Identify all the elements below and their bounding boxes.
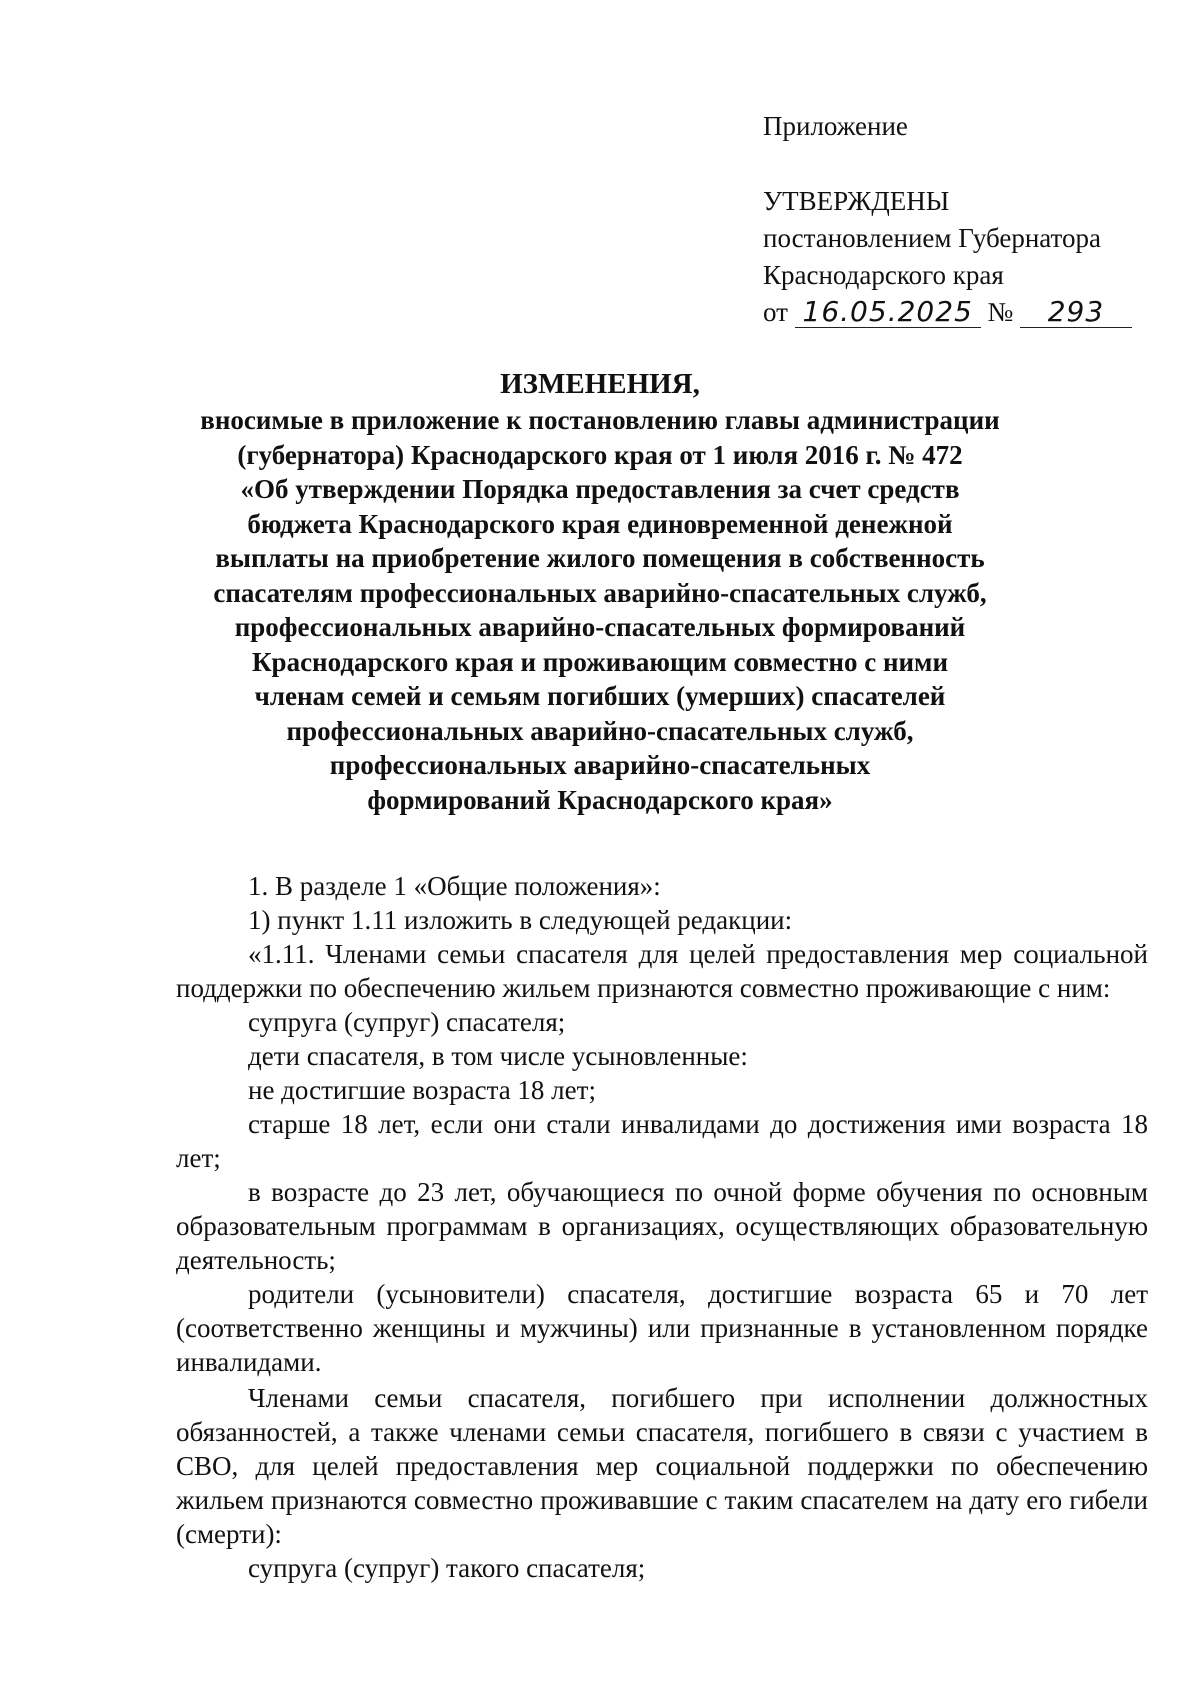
title-heading: ИЗМЕНЕНИЯ, [500, 368, 700, 400]
body-paragraph: 1) пункт 1.11 изложить в следующей редакции: [248, 905, 793, 935]
document-body [176, 869, 1148, 1585]
document-title [200, 367, 1000, 817]
handwritten-date: 16.05.2025 [795, 297, 981, 328]
body-paragraph: «1.11. Членами семьи спасателя для целей предоставления мер социальной поддержки по обеспечению жильем признаются совместно проживающие с ним: [176, 939, 1148, 1003]
number-sign: № [987, 297, 1014, 327]
title-line: профессиональных аварийно-спасательных формирований [234, 612, 966, 642]
body-paragraph: старше 18 лет, если они стали инвалидами до достижения ими возраста 18 лет; [176, 1109, 1148, 1173]
title-line: профессиональных аварийно-спасательных служб, [286, 715, 914, 746]
body-paragraph: в возрасте до 23 лет, обучающиеся по очной форме обучения по основным образовательным программам в организациях, осуществляющих образовательную деятельность; [176, 1177, 1148, 1275]
approved-by-line: постановлением Губернатора [763, 223, 1101, 253]
title-line: формирований Краснодарского края» [367, 784, 833, 815]
body-paragraph: дети спасателя, в том числе усыновленные: [248, 1041, 748, 1071]
title-line: выплаты на приобретение жилого помещения в собственность [215, 543, 985, 573]
approval-date-line [763, 294, 1173, 331]
title-line: Краснодарского края и проживающим совместно с ними [251, 646, 948, 677]
title-line: «Об утверждении Порядка предоставления за счет средств [240, 474, 960, 504]
approval-spacer [763, 145, 1173, 183]
handwritten-number: 293 [1020, 297, 1132, 328]
approval-block [763, 108, 1173, 331]
body-paragraph: не достигшие возраста 18 лет; [248, 1075, 596, 1105]
title-line: профессиональных аварийно-спасательных [329, 750, 871, 780]
title-line: членам семей и семьям погибших (умерших) спасателей [254, 681, 946, 711]
appendix-label: Приложение [763, 111, 908, 141]
body-paragraph: супруга (супруг) спасателя; [248, 1007, 566, 1037]
approved-label: УТВЕРЖДЕНЫ [763, 186, 950, 216]
title-line: (губернатора) Краснодарского края от 1 июля 2016 г. № 472 [237, 439, 963, 470]
body-paragraph: супруга (супруг) такого спасателя; [248, 1553, 646, 1583]
title-line: спасателям профессиональных аварийно-спасательных служб, [213, 577, 987, 608]
title-line: бюджета Краснодарского края единовременной денежной [247, 508, 953, 539]
title-line: вносимые в приложение к постановлению главы администрации [200, 405, 1000, 435]
body-paragraph: родители (усыновители) спасателя, достигшие возраста 65 и 70 лет (соответственно женщины и мужчины) или признанные в установленном порядке инвалидами. [176, 1279, 1148, 1377]
body-paragraph: 1. В разделе 1 «Общие положения»: [248, 871, 661, 901]
approved-by-region: Краснодарского края [763, 260, 1004, 290]
date-prefix: от [763, 297, 788, 327]
body-paragraph: Членами семьи спасателя, погибшего при исполнении должностных обязанностей, а также членами семьи спасателя, погибшего в связи с участием в СВО, для целей предоставления мер социальной поддержки по обеспечению жильем признаются совместно проживавшие с таким спасателем на дату его гибели (смерти): [176, 1383, 1148, 1549]
